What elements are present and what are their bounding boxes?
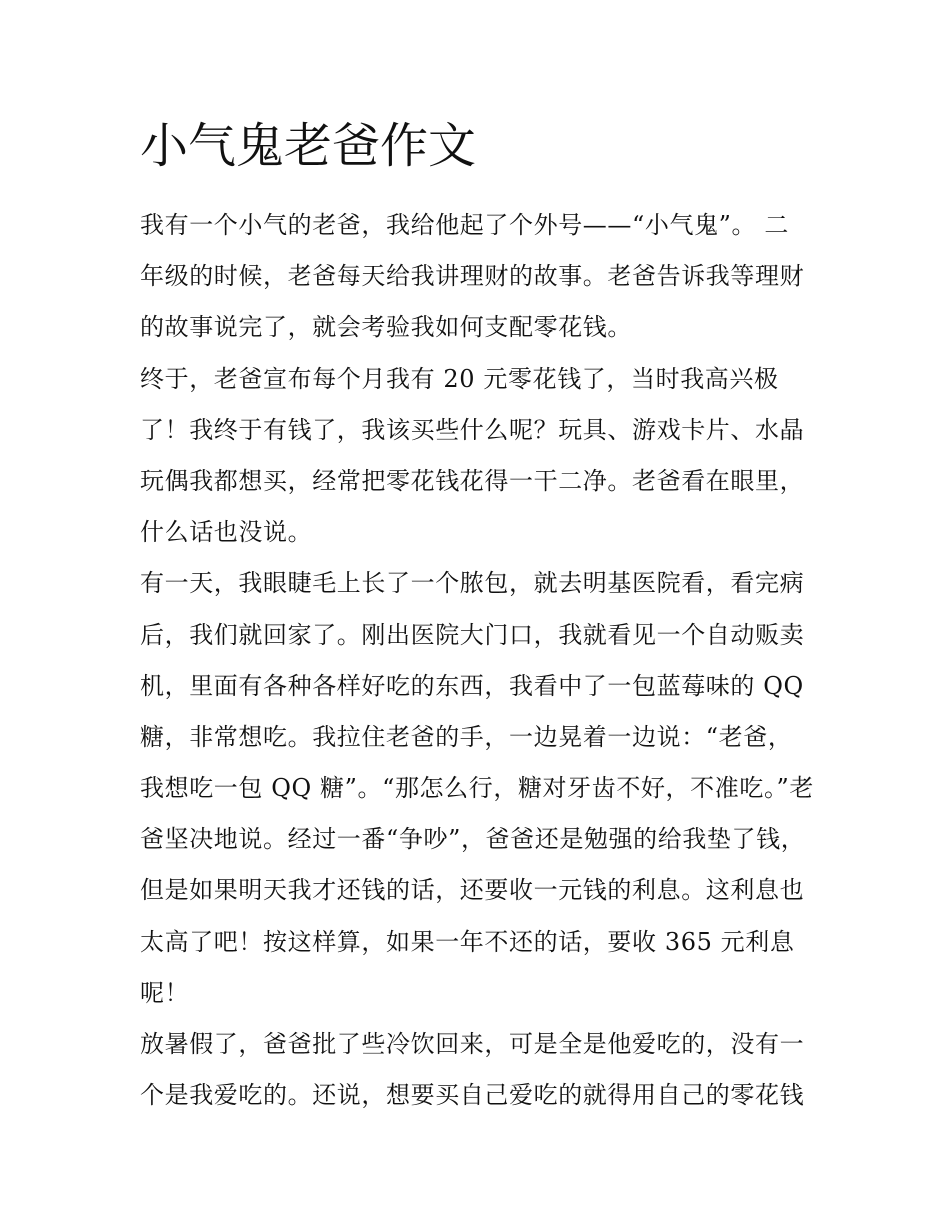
text-line: 呢！ <box>140 978 190 1007</box>
text-line: 玩偶我都想买，经常把零花钱花得一干二净。老爸看在眼里， <box>140 466 805 495</box>
text-line: 年级的时候，老爸每天给我讲理财的故事。老爸告诉我等理财 <box>140 262 805 291</box>
document-title: 小气鬼老爸作文 <box>140 118 477 174</box>
text-line: 个是我爱吃的。还说，想要买自己爱吃的就得用自己的零花钱 <box>140 1081 805 1110</box>
text-line: 的故事说完了，就会考验我如何支配零花钱。 <box>140 313 632 342</box>
text-line: 放暑假了，爸爸批了些冷饮回来，可是全是他爱吃的，没有一 <box>140 1030 805 1058</box>
text-line: 有一天，我眼睫毛上长了一个脓包，就去明基医院看，看完病 <box>140 569 805 598</box>
text-line: 我有一个小气的老爸，我给他起了个外号——“小气鬼”。 二 <box>140 211 789 239</box>
text-line: 但是如果明天我才还钱的话，还要收一元钱的利息。这利息也 <box>140 876 805 905</box>
text-line: 了！我终于有钱了，我该买些什么呢？玩具、游戏卡片、水晶 <box>140 415 805 444</box>
text-line: 机，里面有各种各样好吃的东西，我看中了一包蓝莓味的 QQ <box>140 671 804 700</box>
text-line: 我想吃一包 QQ 糖”。“那怎么行，糖对牙齿不好，不准吃。”老 <box>140 774 815 803</box>
text-line: 糖，非常想吃。我拉住老爸的手，一边晃着一边说：“老爸， <box>140 722 793 751</box>
text-line: 后，我们就回家了。刚出医院大门口，我就看见一个自动贩卖 <box>140 620 805 649</box>
text-line: 爸坚决地说。经过一番“争吵”，爸爸还是勉强的给我垫了钱， <box>140 825 806 854</box>
text-line: 太高了吧！按这样算，如果一年不还的话，要收 365 元利息 <box>140 927 795 956</box>
essay-text <box>140 200 820 1121</box>
text-line: 什么话也没说。 <box>140 518 313 547</box>
text-line: 终于，老爸宣布每个月我有 20 元零花钱了，当时我高兴极 <box>140 364 779 393</box>
